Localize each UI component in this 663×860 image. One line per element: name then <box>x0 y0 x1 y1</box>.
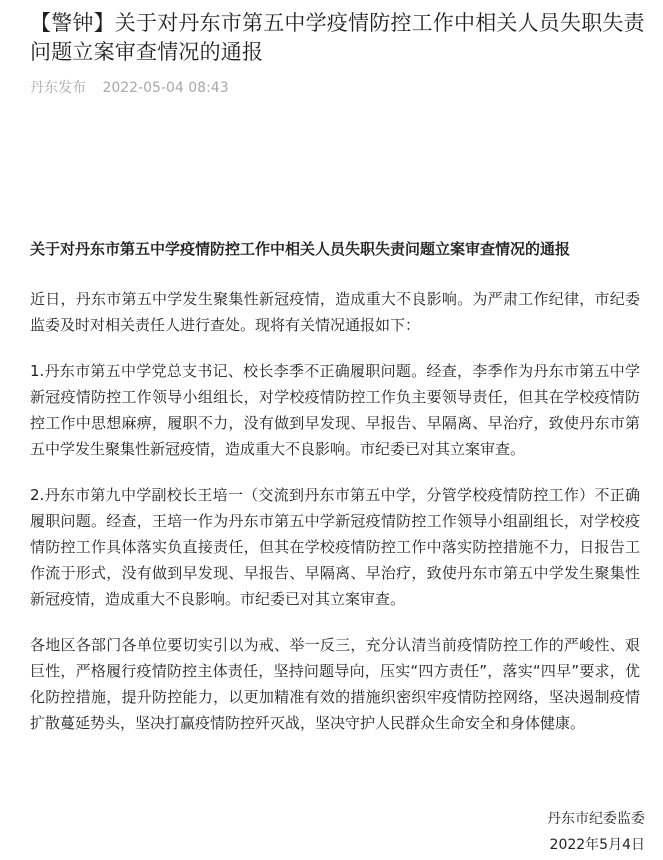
article-meta <box>30 77 229 97</box>
body-heading: 关于对丹东市第五中学疫情防控工作中相关人员失职失责问题立案审查情况的通报 <box>30 240 571 258</box>
signature-date: 2022年5月4日 <box>549 837 645 853</box>
publish-timestamp: 2022-05-04 08:43 <box>102 80 229 96</box>
paragraph-conclusion: 各地区各部门各单位要切实引以为戒、举一反三，充分认清当前疫情防控工作的严峻性、艰巨性，严格履行疫情防控主体责任，坚持问题导向，压实“四方责任”，落实“四早”要求，优化防控措施，提升防控能力，以更加精准有效的措施织密织牢疫情防控网络，坚决遏制疫情扩散蔓延势头，坚决打赢疫情防控歼灭战，坚决守护人民群众生命安全和身体健康。 <box>30 636 640 732</box>
signature-org: 丹东市纪委监委 <box>547 811 645 827</box>
signature-block <box>547 806 645 858</box>
article-title: 【警钟】关于对丹东市第五中学疫情防控工作中相关人员失职失责问题立案审查情况的通报 <box>30 11 645 64</box>
paragraph-item-1: 1.丹东市第五中学党总支书记、校长李季不正确履职问题。经查，李季作为丹东市第五中学新冠疫情防控工作领导小组组长，对学校疫情防控工作负主要领导责任，但其在学校疫情防控工作中思想麻痹，履职不力，没有做到早发现、早报告、早隔离、早治疗，致使丹东市第五中学发生聚集性新冠疫情，造成重大不良影响。市纪委已对其立案审查。 <box>30 362 640 458</box>
paragraph-item-2: 2.丹东市第九中学副校长王培一（交流到丹东市第五中学，分管学校疫情防控工作）不正确履职问题。经查，王培一作为丹东市第五中学新冠疫情防控工作领导小组副组长，对学校疫情防控工作具体落实负直接责任，但其在学校疫情防控工作中落实防控措施不力，日报告工作流于形式，没有做到早发现、早报告、早隔离、早治疗，致使丹东市第五中学发生聚集性新冠疫情，造成重大不良影响。市纪委已对其立案审查。 <box>30 486 640 608</box>
article-body <box>30 236 640 756</box>
source-link[interactable]: 丹东发布 <box>30 80 86 96</box>
paragraph-intro: 近日，丹东市第五中学发生聚集性新冠疫情，造成重大不良影响。为严肃工作纪律，市纪委监委及时对相关责任人进行查处。现将有关情况通报如下： <box>30 290 640 334</box>
